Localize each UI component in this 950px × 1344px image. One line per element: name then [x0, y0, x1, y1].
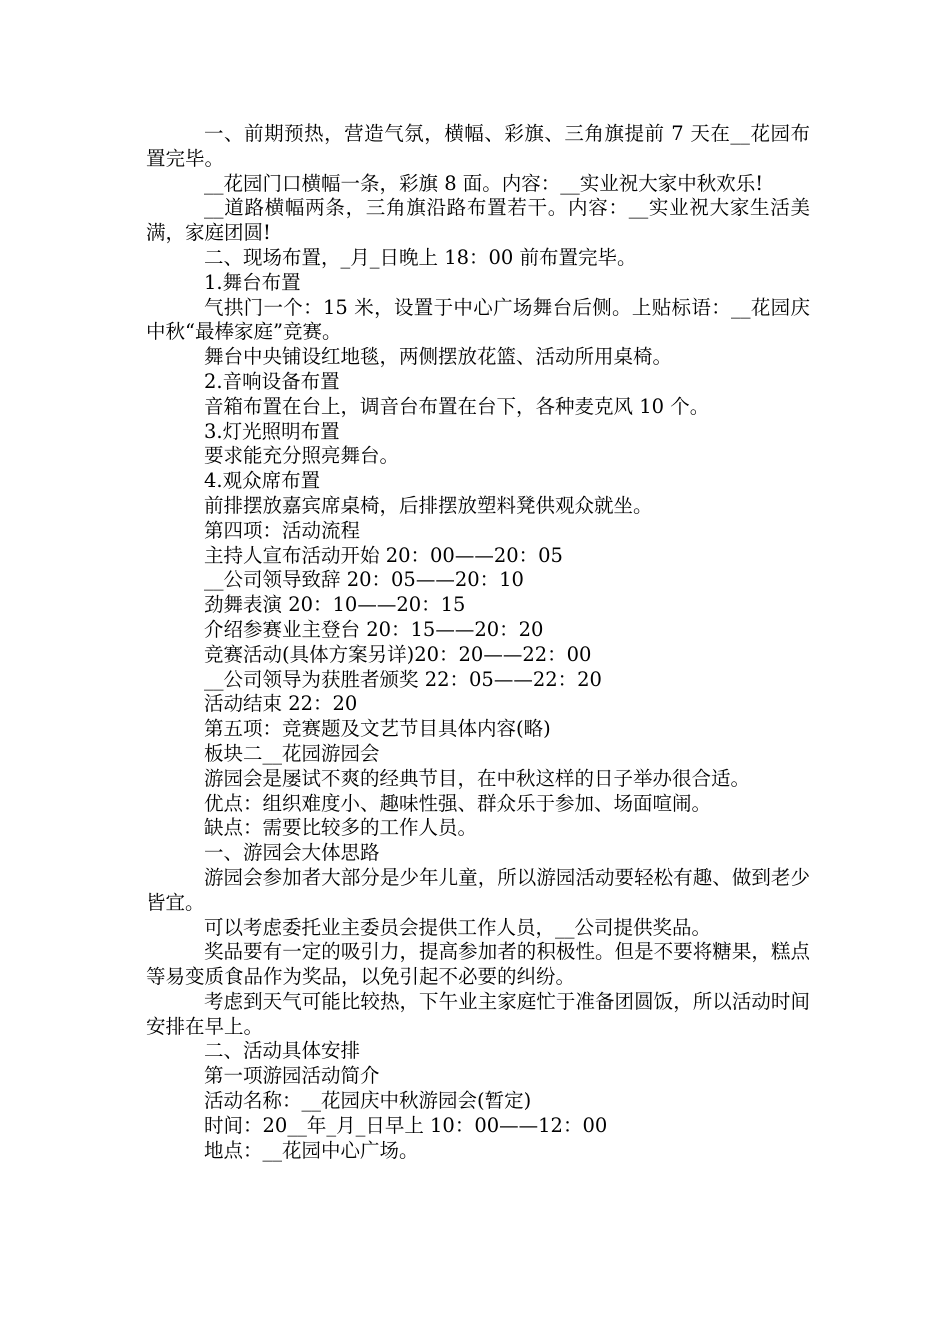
paragraph: 奖品要有一定的吸引力，提高参加者的积极性。但是不要将糖果，糕点等易变质食品作为奖品，以免引起不必要的纠纷。: [146, 940, 810, 989]
section-heading: 二、活动具体安排: [204, 1039, 361, 1063]
section-heading: 第四项：活动流程: [204, 518, 361, 542]
paragraph: 活动名称：__花园庆中秋游园会(暂定): [204, 1089, 532, 1113]
section-heading: 2.音响设备布置: [204, 369, 340, 393]
section-heading: 3.灯光照明布置: [204, 419, 340, 443]
paragraph: 二、现场布置，_月_日晚上 18：00 前布置完毕。: [204, 245, 637, 269]
document-body: [146, 122, 810, 1163]
schedule-item: 介绍参赛业主登台 20：15——20：20: [204, 617, 544, 641]
section-heading: 第一项游园活动简介: [204, 1064, 380, 1088]
paragraph: 考虑到天气可能比较热，下午业主家庭忙于准备团圆饭，所以活动时间安排在早上。: [146, 989, 810, 1038]
schedule-item: 竞赛活动(具体方案另详)20：20——22：00: [204, 642, 592, 666]
paragraph: 可以考虑委托业主委员会提供工作人员，__公司提供奖品。: [204, 915, 712, 939]
section-heading: 1.舞台布置: [204, 270, 301, 294]
paragraph: 时间：20__年_月_日早上 10：00——12：00: [204, 1113, 608, 1137]
paragraph: 一、前期预热，营造气氛，横幅、彩旗、三角旗提前 7 天在__花园布置完毕。: [146, 122, 810, 170]
paragraph: 游园会参加者大部分是少年儿童，所以游园活动要轻松有趣、做到老少皆宜。: [146, 865, 810, 914]
paragraph: __花园门口横幅一条，彩旗 8 面。内容：__实业祝大家中秋欢乐!: [204, 171, 764, 195]
paragraph: __道路横幅两条，三角旗沿路布置若干。内容：__实业祝大家生活美满，家庭团圆!: [146, 196, 810, 245]
section-heading: 一、游园会大体思路: [204, 841, 380, 865]
paragraph: 地点：__花园中心广场。: [204, 1138, 419, 1162]
schedule-item: __公司领导致辞 20：05——20：10: [204, 568, 524, 592]
section-heading: 4.观众席布置: [204, 469, 321, 493]
paragraph: 舞台中央铺设红地毯，两侧摆放花篮、活动所用桌椅。: [204, 345, 673, 369]
section-heading: 板块二__花园游园会: [204, 741, 380, 765]
paragraph: 要求能充分照亮舞台。: [204, 444, 400, 468]
paragraph: 音箱布置在台上，调音台布置在台下，各种麦克风 10 个。: [204, 394, 710, 418]
schedule-item: __公司领导为获胜者颁奖 22：05——22：20: [204, 667, 602, 691]
paragraph: 游园会是屡试不爽的经典节目，在中秋这样的日子举办很合适。: [204, 766, 751, 790]
paragraph: 前排摆放嘉宾席桌椅，后排摆放塑料凳供观众就坐。: [204, 493, 653, 517]
schedule-item: 劲舞表演 20：10——20：15: [204, 593, 466, 617]
section-heading: 第五项：竞赛题及文艺节目具体内容(略): [204, 717, 551, 741]
paragraph: 气拱门一个：15 米，设置于中心广场舞台后侧。上贴标语：__花园庆中秋“最棒家庭”竞赛。: [146, 295, 810, 344]
schedule-item: 活动结束 22：20: [204, 692, 358, 716]
schedule-item: 主持人宣布活动开始 20：00——20：05: [204, 543, 563, 567]
paragraph: 缺点：需要比较多的工作人员。: [204, 816, 478, 840]
paragraph: 优点：组织难度小、趣味性强、群众乐于参加、场面喧闹。: [204, 791, 712, 815]
